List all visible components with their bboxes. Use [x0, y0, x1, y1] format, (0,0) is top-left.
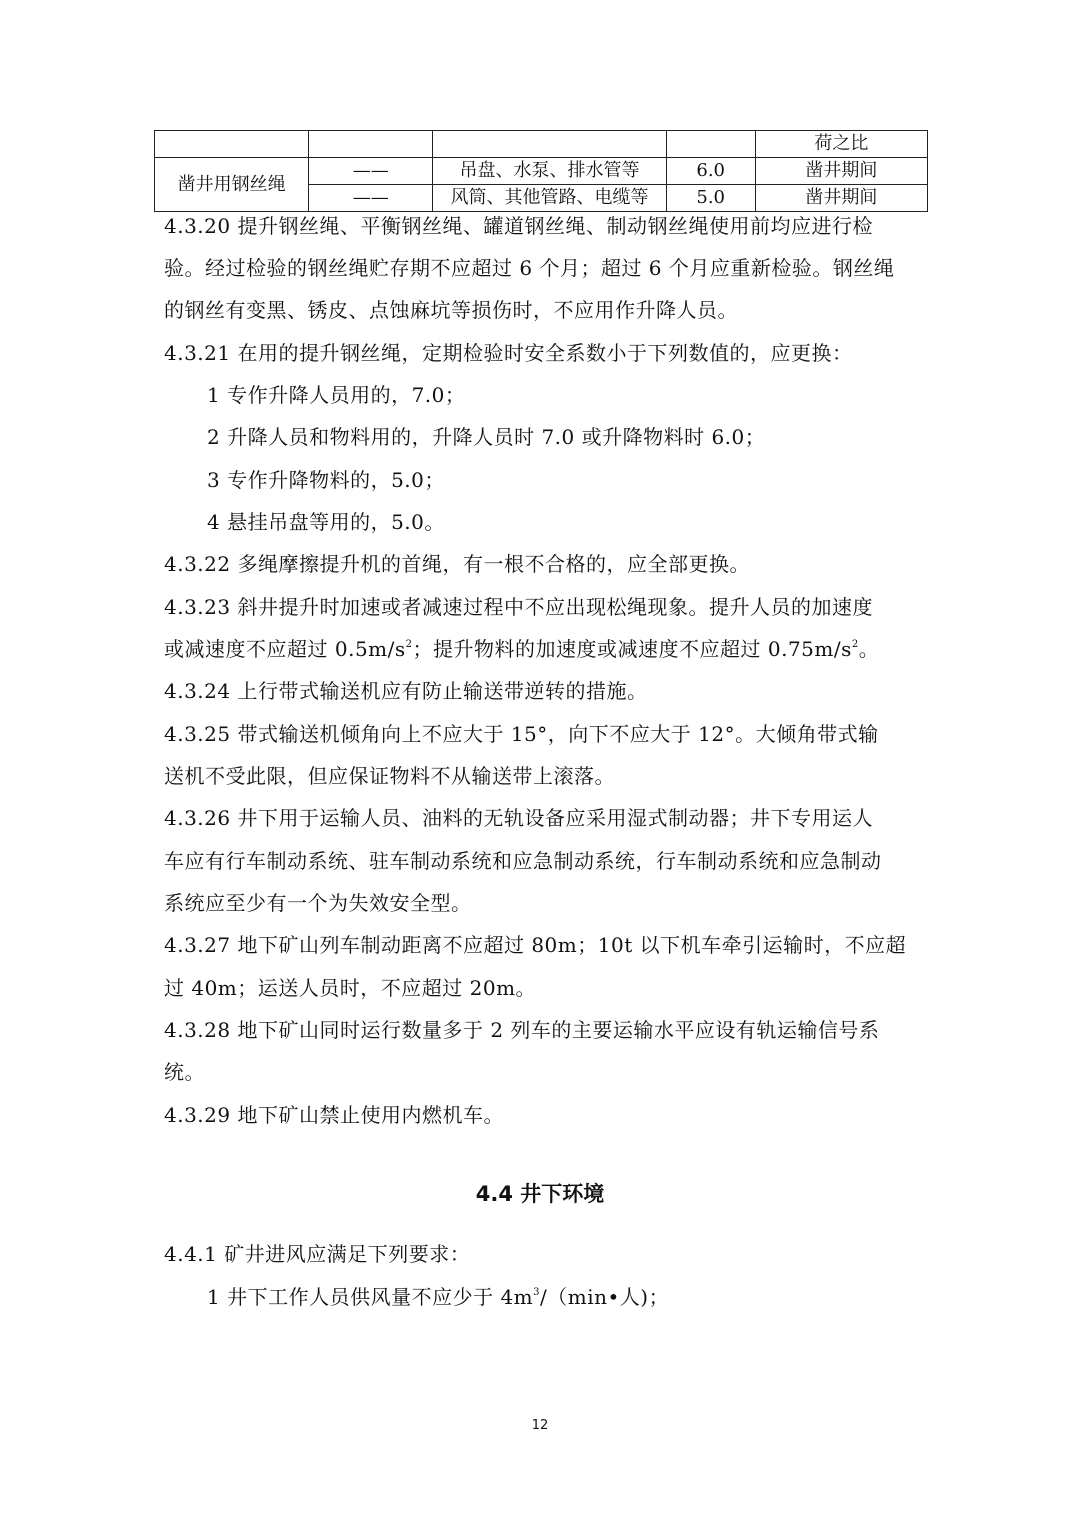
table-cell: 荷之比: [755, 131, 927, 158]
clause-4-3-23-line-1: 4.3.23 斜井提升时加速或者减速过程中不应出现松绳现象。提升人员的加速度: [164, 595, 873, 619]
clause-4-3-21-item-3: 3 专作升降物料的，5.0；: [207, 468, 445, 492]
table-row-label: 凿井用钢丝绳: [155, 158, 309, 212]
clause-4-3-25-line-1: 4.3.25 带式输送机倾角向上不应大于 15°，向下不应大于 12°。大倾角带式输: [164, 722, 879, 746]
clause-4-3-27-line-1: 4.3.27 地下矿山列车制动距离不应超过 80m；10t 以下机车牵引运输时，不应超: [164, 933, 907, 957]
table-cell: 5.0: [666, 185, 755, 212]
table-cell: 凿井期间: [755, 158, 927, 185]
table-cell: [433, 131, 666, 158]
text-run: 或减速度不应超过 0.5m/s: [164, 637, 406, 661]
clause-4-3-20-line-3: 的钢丝有变黑、锈皮、点蚀麻坑等损伤时，不应用作升降人员。: [164, 298, 738, 322]
section-title: 4.4 井下环境: [475, 1182, 605, 1206]
table-cell: [155, 131, 309, 158]
superscript: 2: [851, 639, 859, 650]
table-cell: [666, 131, 755, 158]
text-run: /（min•人)；: [540, 1285, 670, 1309]
table-cell: 凿井期间: [755, 185, 927, 212]
clause-4-3-21-item-4: 4 悬挂吊盘等用的，5.0。: [207, 510, 445, 534]
clause-4-3-22: 4.3.22 多绳摩擦提升机的首绳，有一根不合格的，应全部更换。: [164, 552, 750, 576]
table-cell: ——: [309, 158, 433, 185]
clause-4-3-27-line-2: 过 40m；运送人员时，不应超过 20m。: [164, 976, 537, 1000]
clause-4-3-28-line-1: 4.3.28 地下矿山同时运行数量多于 2 列车的主要运输水平应设有轨运输信号系: [164, 1018, 880, 1042]
table-cell: 风筒、其他管路、电缆等: [433, 185, 666, 212]
clause-4-3-26-line-3: 系统应至少有一个为失效安全型。: [164, 891, 472, 915]
clause-4-3-23-line-2: [164, 628, 924, 670]
clause-4-3-26-line-1: 4.3.26 井下用于运输人员、油料的无轨设备应采用湿式制动器；井下专用运人: [164, 806, 873, 830]
text-run: 1 井下工作人员供风量不应少于 4m: [207, 1285, 534, 1309]
clause-4-3-20-line-1: 4.3.20 提升钢丝绳、平衡钢丝绳、罐道钢丝绳、制动钢丝绳使用前均应进行检: [164, 214, 873, 238]
table-cell: 6.0: [666, 158, 755, 185]
clause-4-3-29: 4.3.29 地下矿山禁止使用内燃机车。: [164, 1103, 504, 1127]
clause-4-4-1-line-1: 4.4.1 矿井进风应满足下列要求：: [164, 1242, 471, 1266]
clause-4-3-21-item-1: 1 专作升降人员用的，7.0；: [207, 383, 466, 407]
text-run: ；提升物料的加速度或减速度不应超过 0.75m/s: [412, 637, 852, 661]
clause-4-3-21-item-2: 2 升降人员和物料用的，升降人员时 7.0 或升降物料时 6.0；: [207, 425, 766, 449]
table-row: [155, 158, 928, 185]
clause-4-3-25-line-2: 送机不受此限，但应保证物料不从输送带上滚落。: [164, 764, 615, 788]
text-run: 。: [858, 637, 880, 661]
clause-4-3-26-line-2: 车应有行车制动系统、驻车制动系统和应急制动系统，行车制动系统和应急制动: [164, 849, 882, 873]
table-cell: 吊盘、水泵、排水管等: [433, 158, 666, 185]
clause-4-3-21-line-1: 4.3.21 在用的提升钢丝绳，定期检验时安全系数小于下列数值的，应更换：: [164, 341, 853, 365]
table-cell: ——: [309, 185, 433, 212]
superscript: 3: [533, 1287, 541, 1298]
clause-4-3-28-line-2: 统。: [164, 1060, 205, 1084]
superscript: 2: [405, 639, 413, 650]
clause-4-3-24: 4.3.24 上行带式输送机应有防止输送带逆转的措施。: [164, 679, 648, 703]
page-number: 12: [531, 1418, 549, 1433]
clause-4-3-20-line-2: 验。经过检验的钢丝绳贮存期不应超过 6 个月；超过 6 个月应重新检验。钢丝绳: [164, 256, 895, 280]
clause-4-4-1-item-1: [207, 1276, 927, 1318]
table-row: [155, 131, 928, 158]
table-cell: [309, 131, 433, 158]
wire-rope-safety-table: [154, 130, 928, 212]
